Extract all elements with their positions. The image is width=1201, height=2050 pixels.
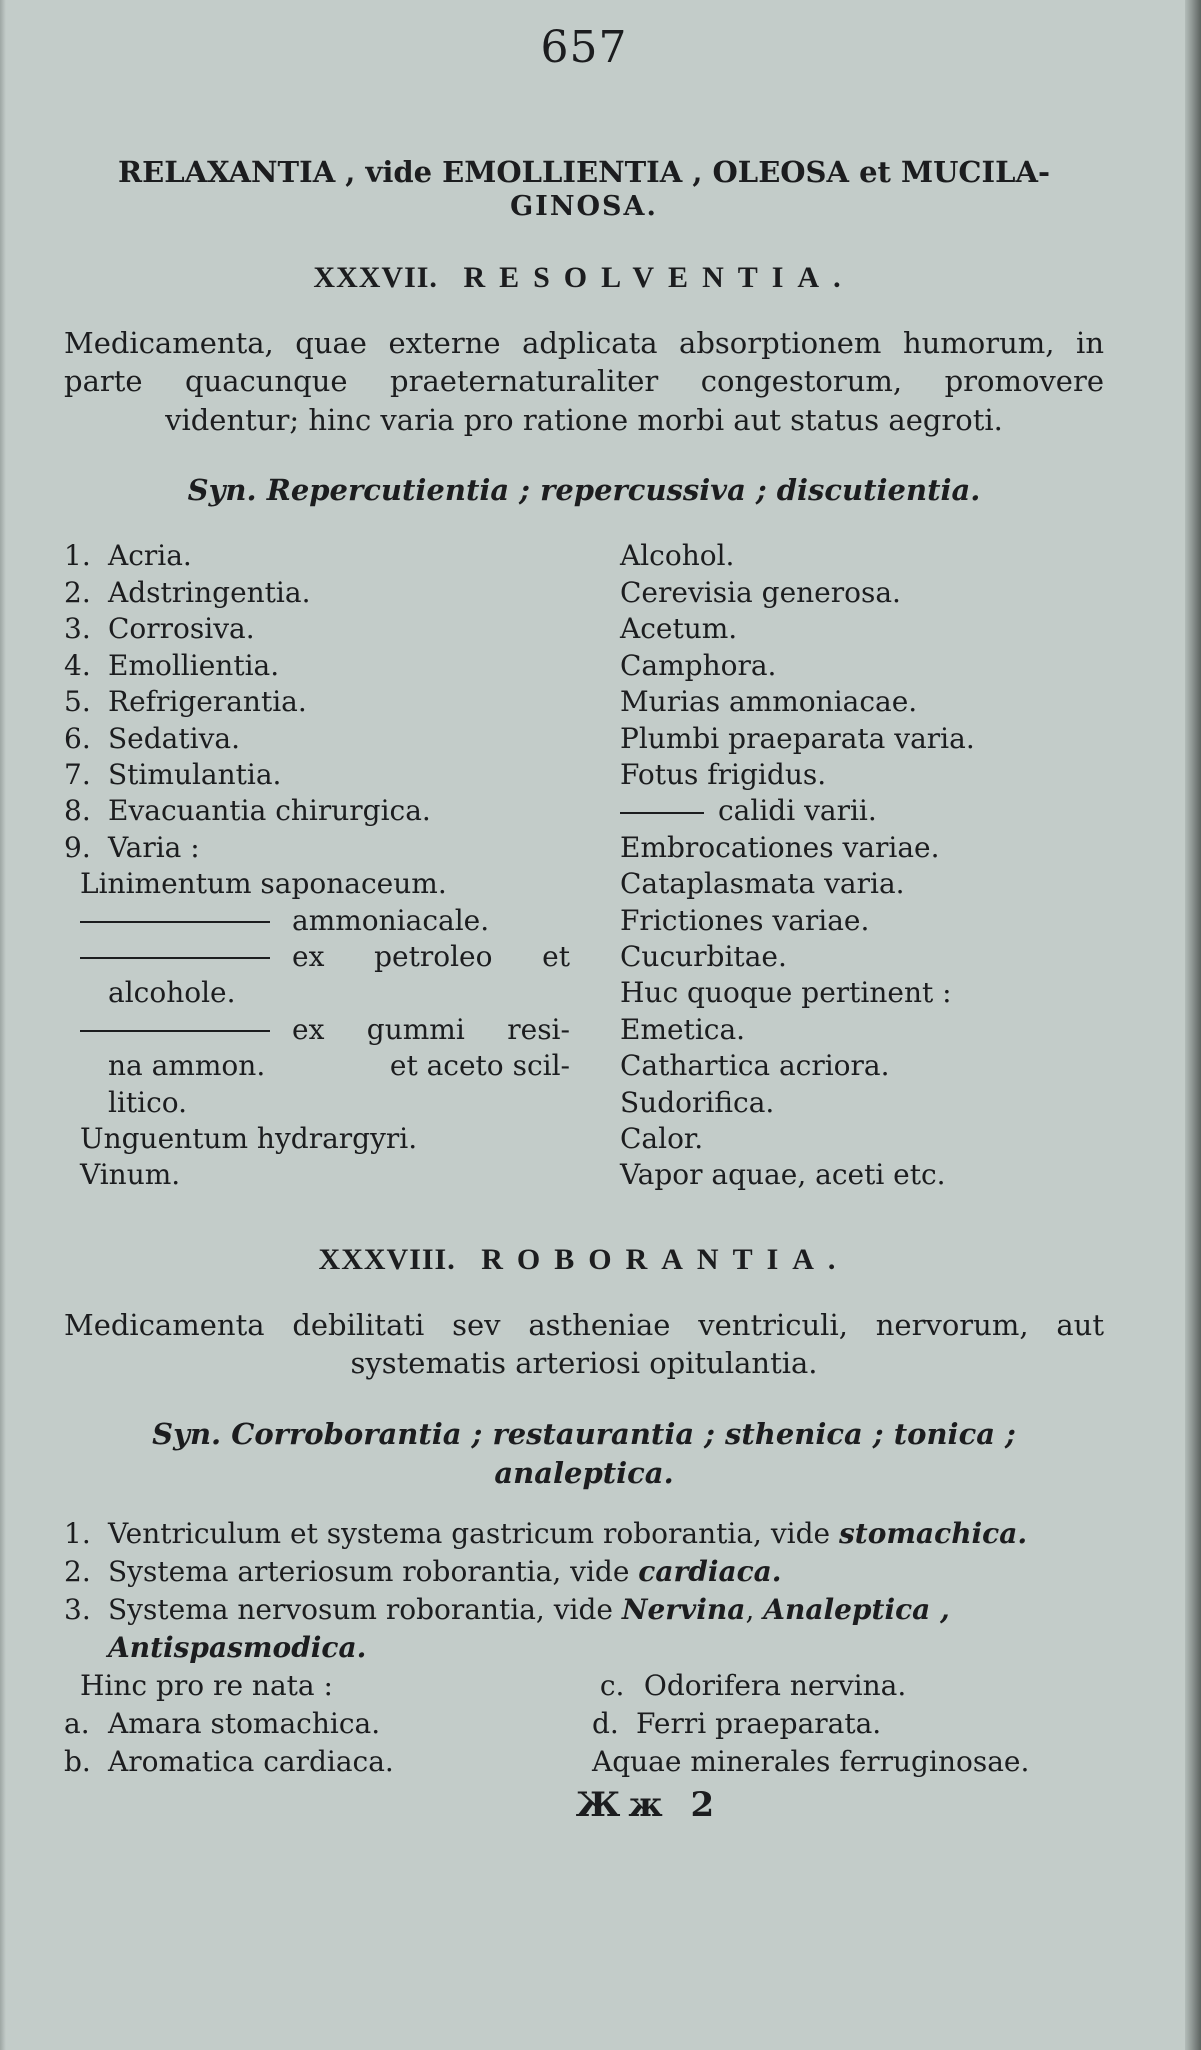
page-left-shadow bbox=[0, 0, 6, 2050]
ammon-line: na ammon. et aceto scil- bbox=[108, 1049, 570, 1083]
section-38-title: ROBORANTIA. bbox=[481, 1242, 850, 1276]
list-item: 3. Systema nervosum roborantia, vide Nervina, Analeptica , Antispasmodica. bbox=[64, 1593, 950, 1665]
alcohole-line: alcohole. bbox=[108, 976, 236, 1010]
section-38-number: XXXVIII. bbox=[318, 1242, 456, 1276]
list-item: Emetica. bbox=[620, 1012, 746, 1046]
relaxantia-line1: RELAXANTIA , vide EMOLLIENTIA , OLEOSA et MUCILA- bbox=[117, 155, 1051, 189]
relaxantia-line2: GINOSA. bbox=[510, 191, 658, 223]
list-item: Calor. bbox=[620, 1121, 704, 1155]
sub-row bbox=[64, 1743, 1104, 1781]
section-38-synonyms bbox=[64, 1415, 1104, 1493]
section-37-definition: Medicamenta, quae externe adplicata absorptionem humorum, in parte quacunque praeternaturaliter congestorum, promovere videntur; hinc varia pro ratione morbi aut status aegroti. bbox=[64, 325, 1104, 437]
list-item: 9. Varia : bbox=[64, 830, 200, 864]
list-item: Embrocationes variae. bbox=[620, 830, 940, 864]
ammoniacale-line: ammoniacale. bbox=[64, 903, 620, 939]
list-item: Vapor aquae, aceti etc. bbox=[620, 1158, 946, 1192]
section-37-synonyms bbox=[64, 471, 1104, 510]
list-item: Sudorifica. bbox=[620, 1085, 775, 1119]
page-spine-edge bbox=[1185, 0, 1201, 2050]
vinum-line: Vinum. bbox=[80, 1158, 181, 1192]
list-item: Cathartica acriora. bbox=[620, 1049, 890, 1083]
ditto-dash bbox=[80, 921, 270, 923]
list-item: Frictiones variae. bbox=[620, 903, 870, 937]
list-item: Camphora. bbox=[620, 648, 777, 682]
section-38-syn-text: Corroborantia ; restaurantia ; sthenica ; tonica ; analeptica. bbox=[231, 1416, 1016, 1491]
list-item: 7. Stimulantia. bbox=[64, 757, 282, 791]
linimentum-line: Linimentum saponaceum. bbox=[80, 867, 447, 901]
list-item: Alcohol. bbox=[620, 539, 735, 573]
list-item: Murias ammoniacae. bbox=[620, 685, 918, 719]
petroleo-line: ex petroleo et bbox=[64, 939, 620, 975]
ditto-dash bbox=[80, 1030, 270, 1032]
list-item: Acetum. bbox=[620, 612, 738, 646]
book-page bbox=[64, 22, 1104, 2022]
list-item: 2. Systema arteriosum roborantia, vide cardiaca. bbox=[64, 1555, 782, 1589]
list-item: d. Ferri praeparata. bbox=[592, 1707, 882, 1741]
section-38-heading bbox=[64, 1242, 1104, 1278]
section-37-syn-label: Syn. bbox=[187, 473, 257, 508]
list-item: 6. Sedativa. bbox=[64, 721, 240, 755]
hinc-text: Hinc pro re nata : bbox=[80, 1669, 333, 1703]
hinc-row bbox=[64, 1667, 1104, 1705]
section-38-definition: Medicamenta debilitati sev astheniae ventriculi, nervorum, aut systematis arteriosi opitulantia. bbox=[64, 1307, 1104, 1381]
page-number: 657 bbox=[540, 22, 628, 73]
list-item: c. Odorifera nervina. bbox=[599, 1669, 907, 1703]
section-38-syn-label: Syn. bbox=[152, 1416, 222, 1451]
ditto-dash bbox=[620, 812, 704, 814]
list-item: Cerevisia generosa. bbox=[620, 575, 901, 609]
list-item: 1. Ventriculum et systema gastricum roborantia, vide stomachica. bbox=[64, 1517, 1028, 1551]
list-item: Fotus frigidus. bbox=[620, 757, 827, 791]
ditto-dash bbox=[80, 957, 270, 959]
gummi-line: ex gummi resi- bbox=[64, 1012, 620, 1048]
list-item: Plumbi praeparata varia. bbox=[620, 721, 975, 755]
section-37-syn-text: Repercutientia ; repercussiva ; discutientia. bbox=[266, 473, 981, 508]
section-37-title: RESOLVENTIA. bbox=[463, 260, 855, 294]
section-37-heading bbox=[64, 260, 1104, 296]
list-item: Cataplasmata varia. bbox=[620, 867, 905, 901]
list-item: 8. Evacuantia chirurgica. bbox=[64, 794, 431, 828]
litico-line: litico. bbox=[108, 1085, 188, 1119]
list-item: calidi varii. bbox=[620, 793, 1104, 829]
section-38-list bbox=[64, 1515, 1104, 1781]
section-37-right-column bbox=[620, 538, 1104, 1193]
list-item: b. Aromatica cardiaca. bbox=[64, 1745, 394, 1779]
list-item: Huc quoque pertinent : bbox=[620, 976, 952, 1010]
unguentum-line: Unguentum hydrargyri. bbox=[80, 1121, 418, 1155]
list-item: 4. Emollientia. bbox=[64, 648, 280, 682]
list-item: 5. Refrigerantia. bbox=[64, 685, 307, 719]
section-37-columns bbox=[64, 538, 1104, 1193]
list-item: 2. Adstringentia. bbox=[64, 575, 311, 609]
aquae-line: Aquae minerales ferruginosae. bbox=[592, 1745, 1030, 1779]
list-item: 1. Acria. bbox=[64, 539, 192, 573]
list-item: Cucurbitae. bbox=[620, 939, 787, 973]
section-37-left-column bbox=[64, 538, 620, 1193]
list-item: 3. Corrosiva. bbox=[64, 612, 255, 646]
section-37-number: XXXVII. bbox=[313, 260, 438, 294]
list-item: a. Amara stomachica. bbox=[64, 1707, 381, 1741]
sub-row bbox=[64, 1705, 1104, 1743]
printer-signature: Жж 2 bbox=[575, 1785, 723, 1826]
